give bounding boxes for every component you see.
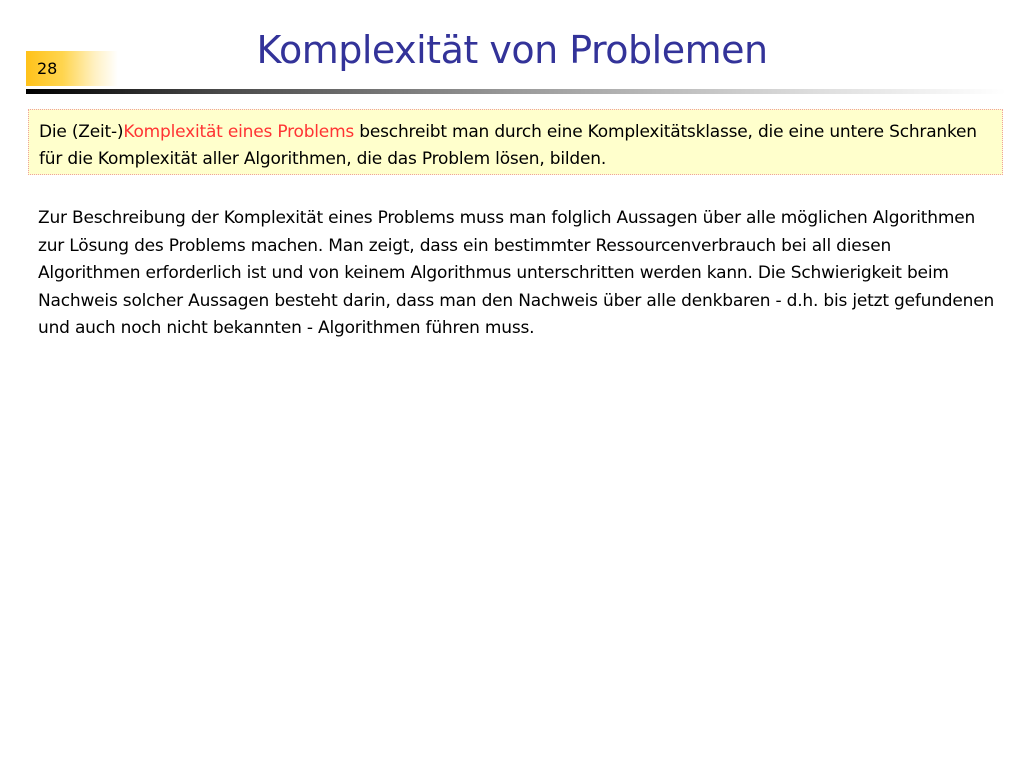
slide-title: Komplexität von Problemen (256, 28, 768, 72)
definition-prefix: Die (Zeit-) (39, 122, 124, 142)
definition-box (28, 109, 1003, 175)
definition-suffix: beschreibt man durch eine Komplexitätsklasse, die eine untere Schranken für die Komplexität aller Algorithmen, die das Problem lösen, bilden. (39, 122, 977, 169)
body-paragraph: Zur Beschreibung der Komplexität eines Problems muss man folglich Aussagen über alle möglichen Algorithmen zur Lösung des Problems machen. Man zeigt, dass ein bestimmter Ressourcenverbrauch bei all diesen Algorithmen erforderlich ist und von keinem Algorithmus unterschritten werden kann. Die Schwierigkeit beim Nachweis solcher Aussagen besteht darin, dass man den Nachweis über alle denkbaren - d.h. bis jetzt gefundenen und auch noch nicht bekannten - Algorithmen führen muss. (38, 208, 995, 338)
title-divider (26, 89, 1006, 94)
slide-number: 28 (37, 59, 58, 78)
definition-highlight: Komplexität eines Problems (123, 122, 355, 142)
